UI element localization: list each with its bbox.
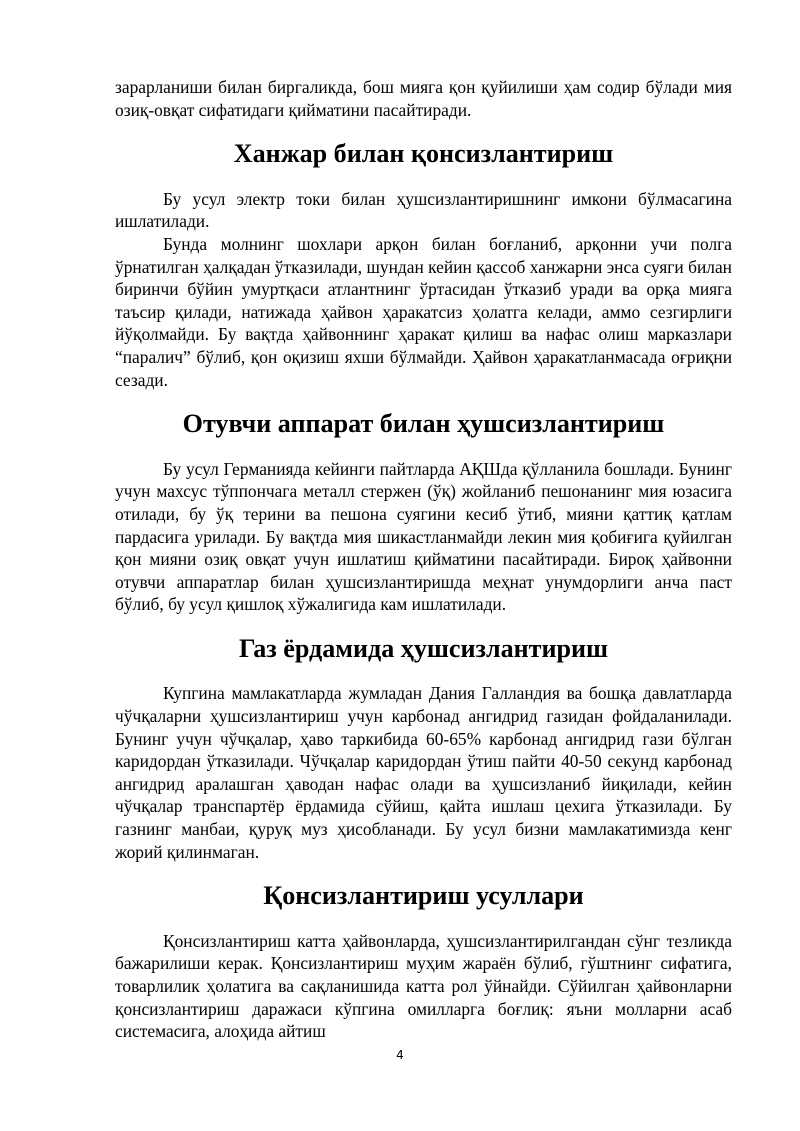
section-heading-dagger-bleeding: Ханжар билан қонсизлантириш [233, 139, 614, 169]
section-paragraph: Қонсизлантириш катта ҳайвонларда, ҳушсизлантирилгандан сўнг тезликда бажарилиши керак. Қонсизлантириш муҳим жараён бўлиб, гўштнинг сифатига, товарлилик ҳолатига ва сақланишида катта рол ўйнайди. Сўйилган ҳайвонларни қонсизлантириш даражаси кўпгина омилларга боғлиқ: яъни молларни асаб системасига, алоҳида айтиш [115, 930, 732, 1042]
section-heading-captive-bolt-stunning: Отувчи аппарат билан ҳушсизлантириш [182, 409, 665, 439]
document-page [115, 76, 732, 1043]
section-heading-gas-stunning: Газ ёрдамида ҳушсизлантириш [238, 633, 609, 663]
section-paragraph: Бу усул электр токи билан ҳушсизлантиришнинг имкони бўлмасагина ишлатилади. [115, 188, 732, 232]
section-paragraph: Купгина мамлакатларда жумладан Дания Галландия ва бошқа давлатларда чўчқаларни ҳушсизлантириш учун карбонад ангидрид газидан фойдаланилади. Бунинг учун чўчқалар, ҳаво таркибида 60-65% карбонад ангидрид гази бўлган каридордан ўтказилади. Чўчқалар каридордан ўтиш пайти 40-50 секунд карбонад ангидрид аралашган ҳаводан нафас олади ва ҳушсизланиб йиқилади, кейин чўчқалар транспартёр ёрдамида сўйиш, қайта ишлаш цехига ўтказилади. Бу газнинг манбаи, қуруқ муз ҳисобланади. Бу усул бизни мамлакатимизда кенг жорий қилинмаган. [115, 683, 732, 862]
page-number: 4 [396, 1048, 404, 1062]
section-paragraph: Бу усул Германияда кейинги пайтларда АҚШда қўлланила бошлади. Бунинг учун махсус тўппончага металл стержен (ўқ) жойланиб пешонанинг мия юзасига отилади, бу ўқ терини ва пешона суягини кесиб ўтиб, мияни қаттиқ қатлам пардасига урилади. Бу вақтда мия шикастланмайди лекин мия қобиғига қуйилган қон мияни озиқ овқат учун ишлатиш қийматини пасайтиради. Бироқ ҳайвонни отувчи аппаратлар билан ҳушсизлантиришда меҳнат унумдорлиги анча паст бўлиб, бу усул қишлоқ хўжалигида кам ишлатилади. [115, 458, 732, 615]
section-paragraph: Бунда молнинг шохлари арқон билан боғланиб, арқонни учи полга ўрнатилган ҳалқадан ўтказилади, шундан кейин қассоб ханжарни энса суяги билан биринчи бўйин умуртқаси атлантнинг ўртасидан ўтказиб уради ва орқа мияга таъсир қилади, натижада ҳайвон ҳаракатсиз ҳолатга келади, аммо сезгирлиги йўқолмайди. Бу вақтда ҳайвоннинг ҳаракат қилиш ва нафас олиш марказлари “паралич” бўлиб, қон оқизиш яхши бўлмайди. Ҳайвон ҳаракатланмасада оғриқни сезади. [115, 233, 732, 390]
opening-paragraph: зарарланиши билан биргаликда, бош мияга қон қуйилиши ҳам содир бўлади мия озиқ-овқат сифатидаги қийматини пасайтиради. [115, 77, 732, 120]
section-heading-bleeding-methods: Қонсизлантириш усуллари [263, 881, 584, 911]
